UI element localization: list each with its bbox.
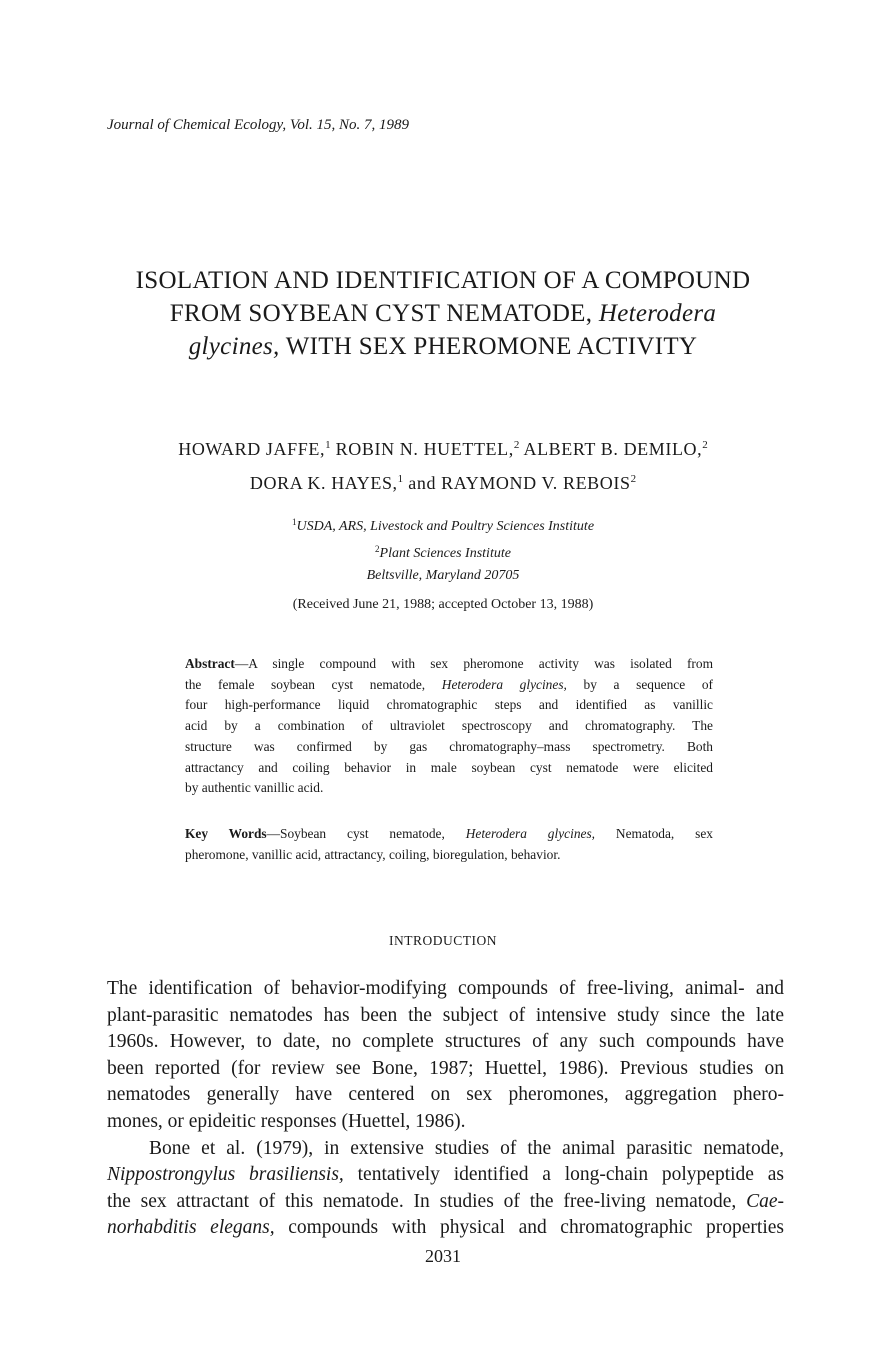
abstract-line: Abstract—A single compound with sex pheromone activity was isolated from <box>185 656 713 671</box>
received-dates: (Received June 21, 1988; accepted October 13, 1988) <box>292 597 594 612</box>
author-name: ALBERT B. DEMILO, <box>523 439 703 459</box>
author-line-2: DORA K. HAYES,$^1$ and RAYMOND V. REBOIS$^2$ <box>249 473 637 493</box>
body-line: mones, or epideitic responses (Huettel, 1986). <box>107 1110 466 1132</box>
keywords-label: Key Words <box>185 826 267 841</box>
affiliation-line: $^2$Plant Sciences Institute <box>375 544 511 561</box>
article-title <box>0 264 886 363</box>
keywords-line: pheromone, vanillic acid, attractancy, coiling, bioregulation, behavior. <box>185 846 561 862</box>
key-words <box>185 824 713 865</box>
title-line-1: ISOLATION AND IDENTIFICATION OF A COMPOUND <box>135 267 751 294</box>
title-line-2: FROM SOYBEAN CYST NEMATODE, Heterodera <box>169 300 717 327</box>
abstract-line: attractancy and coiling behavior in male soybean cyst nematode were elicited <box>185 759 713 775</box>
keywords-line: Key Words—Soybean cyst nematode, Heterodera glycines, Nematoda, sex <box>185 826 713 841</box>
journal-citation: Journal of Chemical Ecology, Vol. 15, No. 7, 1989 <box>107 117 410 133</box>
affiliation-line: $^1$USDA, ARS, Livestock and Poultry Sciences Institute <box>291 517 595 534</box>
author-name: RAYMOND V. REBOIS <box>441 473 631 493</box>
body-text <box>107 976 784 1242</box>
section-heading: INTRODUCTION <box>389 933 497 948</box>
affiliations <box>0 511 886 587</box>
abstract-line: by authentic vanillic acid. <box>185 780 324 796</box>
abstract-line: the female soybean cyst nematode, Heterodera glycines, by a sequence of <box>185 676 713 692</box>
author-name: HOWARD JAFFE, <box>178 439 326 459</box>
author-name: ROBIN N. HUETTEL, <box>335 439 514 459</box>
body-line: norhabditis elegans, compounds with physical and chromatographic properties <box>107 1217 784 1239</box>
body-line: been reported (for review see Bone, 1987; Huettel, 1986). Previous studies on <box>107 1057 784 1079</box>
author-name: DORA K. HAYES, <box>249 473 398 493</box>
author-line-1: HOWARD JAFFE,$^1$ ROBIN N. HUETTEL,$^2$ ALBERT B. DEMILO,$^2$ <box>178 439 708 459</box>
abstract-line: structure was confirmed by gas chromatography–mass spectrometry. Both <box>185 738 713 754</box>
body-line: 1960s. However, to date, no complete structures of any such compounds have <box>107 1031 784 1053</box>
body-line: nematodes generally have centered on sex pheromones, aggregation phero- <box>107 1084 784 1106</box>
page-number: 2031 <box>425 1246 461 1266</box>
body-line: Nippostrongylus brasiliensis, tentatively identified a long-chain polypeptide as <box>107 1164 784 1186</box>
abstract-label: Abstract <box>185 656 235 671</box>
author-conjunction: and <box>408 473 437 493</box>
affiliation-line: Beltsville, Maryland 20705 <box>366 568 520 583</box>
abstract-line: four high-performance liquid chromatographic steps and identified as vanillic <box>185 697 713 713</box>
body-line: Bone et al. (1979), in extensive studies of the animal parasitic nematode, <box>149 1137 784 1159</box>
author-list <box>0 430 886 498</box>
body-line: plant-parasitic nematodes has been the subject of intensive study since the late <box>107 1004 784 1026</box>
title-line-3: glycines, WITH SEX PHEROMONE ACTIVITY <box>188 333 698 360</box>
abstract-line: acid by a combination of ultraviolet spectroscopy and chromatography. The <box>185 718 713 734</box>
body-line: The identification of behavior-modifying compounds of free-living, animal- and <box>107 978 784 999</box>
body-line: the sex attractant of this nematode. In studies of the free-living nematode, Cae- <box>107 1190 784 1212</box>
abstract <box>185 654 713 799</box>
